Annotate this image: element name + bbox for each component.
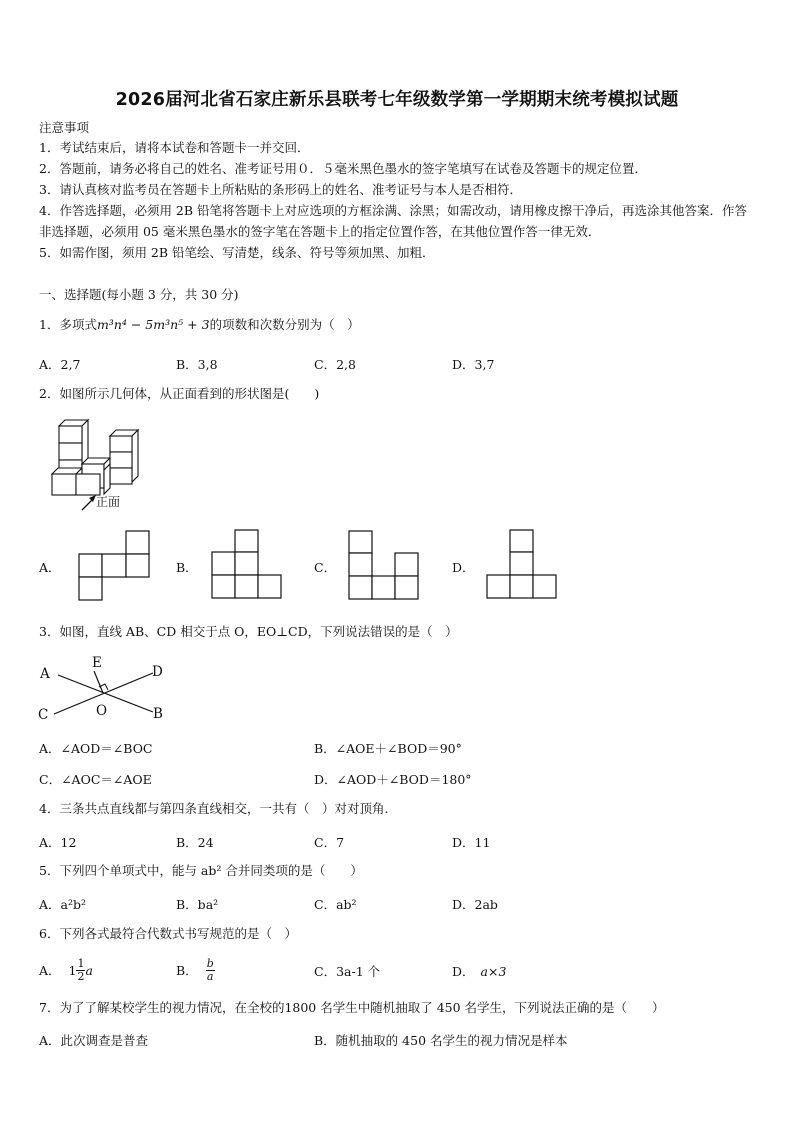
q6-option-a-fraction bbox=[76, 958, 85, 983]
q6-option-d bbox=[452, 962, 506, 980]
q2-option-d-shape bbox=[486, 529, 558, 601]
q7-option-b: B．随机抽取的 450 名学生的视力情况是样本 bbox=[314, 1033, 568, 1048]
q6-option-a-variable: a bbox=[85, 962, 93, 978]
question-1-prefix: 1．多项式 bbox=[39, 317, 97, 332]
q2-option-b: B． bbox=[176, 560, 198, 575]
section-heading: 一、选择题(每小题 3 分，共 30 分) bbox=[39, 287, 239, 302]
q6-option-a-denominator: 2 bbox=[77, 969, 85, 983]
question-5: 5．下列四个单项式中，能与 ab² 合并同类项的是（ ） bbox=[39, 863, 363, 878]
q3-label-c: C bbox=[38, 707, 49, 723]
q3-option-d: D．∠AOD＋∠BOD＝180° bbox=[314, 772, 472, 787]
q2-option-c-shape bbox=[348, 530, 420, 602]
q3-label-o: O bbox=[96, 703, 108, 719]
note-item-5: 5．如需作图，须用 2B 铅笔绘、写清楚，线条、符号等须加黑、加粗． bbox=[39, 245, 435, 260]
q2-option-d: D． bbox=[452, 560, 475, 575]
q5-option-b: B．ba² bbox=[176, 897, 219, 912]
q2-option-a-shape bbox=[78, 530, 150, 602]
q5-option-d: D．2ab bbox=[452, 897, 498, 912]
exam-title: 2026届河北省石家庄新乐县联考七年级数学第一学期期末统考模拟试题 bbox=[115, 90, 679, 110]
q3-label-b: B bbox=[153, 706, 163, 722]
q2-option-b-shape bbox=[211, 529, 283, 601]
q4-option-b: B．24 bbox=[176, 835, 214, 850]
q2-option-a: A． bbox=[39, 560, 61, 575]
q6-option-a-letter: A． bbox=[39, 963, 61, 978]
q6-option-a-whole: 1 bbox=[68, 962, 77, 978]
q3-label-e: E bbox=[92, 655, 102, 671]
q1-option-d: D．3,7 bbox=[452, 357, 495, 372]
q5-option-c: C．ab² bbox=[314, 897, 357, 912]
question-2: 2．如图所示几何体，从正面看到的形状图是( ) bbox=[39, 386, 320, 401]
q2-front-label: 正面 bbox=[96, 495, 121, 509]
q6-option-c: C．3a-1 个 bbox=[314, 964, 381, 979]
q1-option-b: B．3,8 bbox=[176, 357, 218, 372]
q4-option-c: C．7 bbox=[314, 835, 345, 850]
q6-option-a bbox=[39, 953, 93, 987]
question-7: 7．为了了解某校学生的视力情况，在全校的1800 名学生中随机抽取了 450 名学生，下列说法正确的是（ ） bbox=[39, 1000, 665, 1015]
question-6: 6．下列各式最符合代数式书写规范的是（ ） bbox=[39, 926, 297, 941]
q1-option-a: A．2,7 bbox=[39, 357, 81, 372]
q4-option-d: D．11 bbox=[452, 835, 491, 850]
q3-option-b: B．∠AOE＋∠BOD＝90° bbox=[314, 741, 462, 756]
q6-option-b-denominator: a bbox=[206, 969, 214, 983]
q6-option-a-numerator: 1 bbox=[77, 956, 85, 970]
q2-option-c: C． bbox=[314, 560, 337, 575]
q1-option-c: C．2,8 bbox=[314, 357, 356, 372]
q5-option-a: A．a²b² bbox=[39, 897, 87, 912]
note-item-4: 4．作答选择题，必须用 2B 铅笔将答题卡上对应选项的方框涂满、涂黑；如需改动，请用橡皮擦干净后，再选涂其他答案．作答非选择题，必须用 05 毫米黑色墨水的签字笔在答题卡上的指定位置作答，在其他位置作答一律无效． bbox=[39, 203, 748, 239]
q3-option-a: A．∠AOD＝∠BOC bbox=[39, 741, 153, 756]
question-4: 4．三条共点直线都与第四条直线相交，一共有（ ）对对顶角. bbox=[39, 801, 389, 816]
q6-option-b-numerator: b bbox=[206, 956, 214, 970]
q3-label-d: D bbox=[152, 664, 163, 680]
q3-option-c: C．∠AOC＝∠AOE bbox=[39, 772, 152, 787]
note-item-1: 1．考试结束后，请将本试卷和答题卡一并交回． bbox=[39, 140, 310, 155]
question-1-expression: m³n⁴ − 5m³n⁵ + 3 bbox=[96, 317, 210, 332]
q7-option-a: A．此次调查是普查 bbox=[39, 1033, 149, 1048]
note-item-3: 3．请认真核对监考员在答题卡上所粘贴的条形码上的姓名、准考证号与本人是否相符． bbox=[39, 182, 522, 197]
q3-label-a: A bbox=[40, 666, 50, 682]
question-1-suffix: 的项数和次数分别为（ ） bbox=[209, 317, 360, 332]
q6-option-b-fraction bbox=[206, 958, 215, 983]
q4-option-a: A．12 bbox=[39, 835, 77, 850]
question-3: 3．如图，直线 AB、CD 相交于点 O，EO⊥CD，下列说法错误的是（ ） bbox=[39, 624, 458, 639]
q6-option-b-letter: B． bbox=[176, 963, 198, 978]
notes-heading: 注意事项 bbox=[39, 120, 90, 135]
note-item-2: 2．答题前，请务必将自己的姓名、准考证号用０．５毫米黑色墨水的签字笔填写在试卷及答题卡的规定位置． bbox=[39, 161, 647, 176]
q6-option-d-letter: D． bbox=[452, 964, 475, 979]
q6-option-d-expression: a×3 bbox=[480, 964, 507, 979]
question-1 bbox=[39, 317, 360, 333]
q6-option-b bbox=[176, 953, 215, 987]
